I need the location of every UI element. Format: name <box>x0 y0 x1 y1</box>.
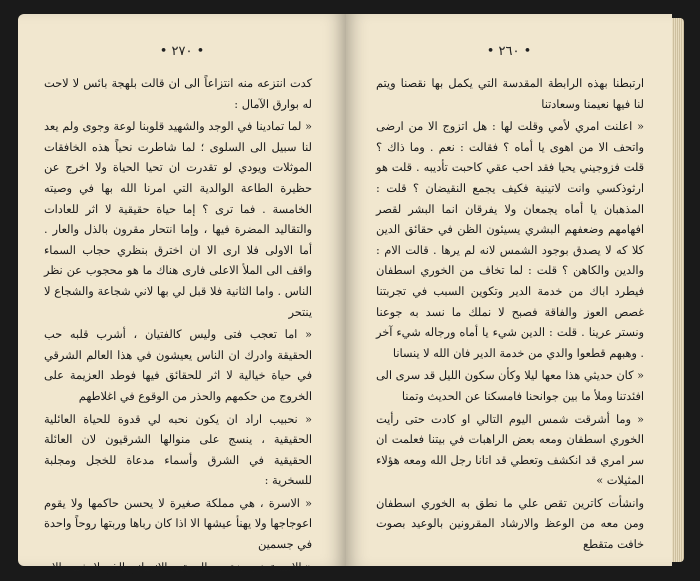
paragraph: ارتبطنا بهذه الرابطة المقدسة التي يكمل بها نقصنا ويتم لنا فيها نعيمنا وسعادتنا <box>376 77 644 111</box>
right-page-text <box>376 74 644 558</box>
left-page <box>18 14 346 574</box>
left-page-text <box>44 74 312 580</box>
paragraph: « لما تمادينا في الوجد والشهيد قلوبنا لوعة وجوى ولم يعد لنا سبيل الى السلوى ؛ لما شاطرت نحياً هذه الخافقات الموثلات ويودي لو تقدرت ان تحيا الحياة ولا اخرج عن حظيرة الطاعة الوالدية التي امرنا الله بها في وصيته الخامسة . فما ترى ؟ إما حياة حقيقية لا اثر للعادات والتقاليد المضرة فيها ، وإما انتحار مقرون بالذل والعار . أما الاولى فلا ارى الا ان اخترق بنظري حجاب السماء واقف الى الملأ الاعلى فارى هناك ما هو محجوب عن نظر الناس . واما الثانية فلا قبل لي بها لاني شجاعة والشجاع لا ينتحر <box>44 120 312 319</box>
page-number-right-value: ٢٦٠ <box>498 44 520 59</box>
page-edges <box>672 18 684 562</box>
right-page <box>346 14 672 566</box>
paragraph: كدت انتزعه منه انتزاعاً الى ان قالت بلهجة بائس لا لاحت له بوارق الآمال : <box>44 77 312 111</box>
paragraph: « الاسرة هي جزء من المجتمع الانساني الذي لا يفسد الا <box>52 560 312 574</box>
paragraph: « نحبيب اراد ان يكون نحبه لي قدوة للحياة العائلية الحقيقية ، ينسج على منوالها الشرقيون لان العائلة الحقيقية في الشرق وأسماء مدعاة للخجل ومجلبة للسخرية : <box>44 412 312 488</box>
paragraph: « الاسرة ، هي مملكة صغيرة لا يحسن حاكمها ولا يقوم اعوجاجها ولا يهنأ عيشها الا اذا كان رباها وربتها روحاً واحدة في جسمين <box>44 496 312 552</box>
paragraph: « اعلنت امري لأمي وقلت لها : هل اتزوج الا من ارضى واتحف الا من اهوى يا أماه ؟ فقالت : نعم . وما ذاك ؟ قلت فزوجيني يحيا فقد احب عقي كاحبت تأديبه . قلت هو ارثوذكسي وانت لاتينية فكيف يجمع النقيضان ؟ قلت : المذهبان يا أماه يجمعان ولا يفرقان انما البشر لقصر افهامهم وضعفهم البشري يسيئون الظن في حقائق الدين كلا كه لا يصدق بوجود الشمس لانه لم يرها . قالت الام : والدين والكاهن ؟ قلت : لما تخاف من الخوري اسطفان فيطرد اباك من خدمة الدير وتكوين السبب في تجربتنا غصص العوز والفاقة فصبح لا نملك ما نسد به جوعنا ونستر عرينا . قلت : الدين شيء يا أماه ورجاله شيء آخر . وهبهم قطعوا والدي من خدمة الدير فان الله لا ينسانا <box>376 120 644 360</box>
page-number-right: • ٢٦٠ • <box>486 44 532 59</box>
page-number-left-value: ٢٧٠ <box>171 44 193 59</box>
open-book <box>18 14 682 574</box>
paragraph: « اما تعجب فتى وليس كالفتيان ، أشرب قلبه حب الحقيقة وادرك ان الناس يعيشون في هذا العالم الشرقي في حياة خيالية لا اثر للحقائق فيها فوطد العزيمة على الخروج من حكمهم والحذر من الوقوع في اغلاطهم <box>44 328 312 403</box>
paragraph: « كان حديثي هذا معها ليلا وكأن سكون الليل قد سرى الى افئدتنا وملأ ما بين جوانحنا فامسكنا عن الحديث وتمنا <box>376 369 644 403</box>
page-number-left: • ٢٧٠ • <box>159 44 205 59</box>
paragraph: وانشأت كاترين تقص علي ما نطق به الخوري اسطفان ومن معه من الوعظ والارشاد المقرونين بالوعيد بصوت خافت متقطع <box>376 496 644 552</box>
paragraph: « وما أشرقت شمس اليوم التالي او كادت حتى رأيت الخوري اسطفان ومعه بعض الراهبات في بيتنا فعلمت ان سر امري قد انكشف وتعطي قد اتانا رجل الله ومعه هؤلاء المثيلات » <box>376 412 644 488</box>
